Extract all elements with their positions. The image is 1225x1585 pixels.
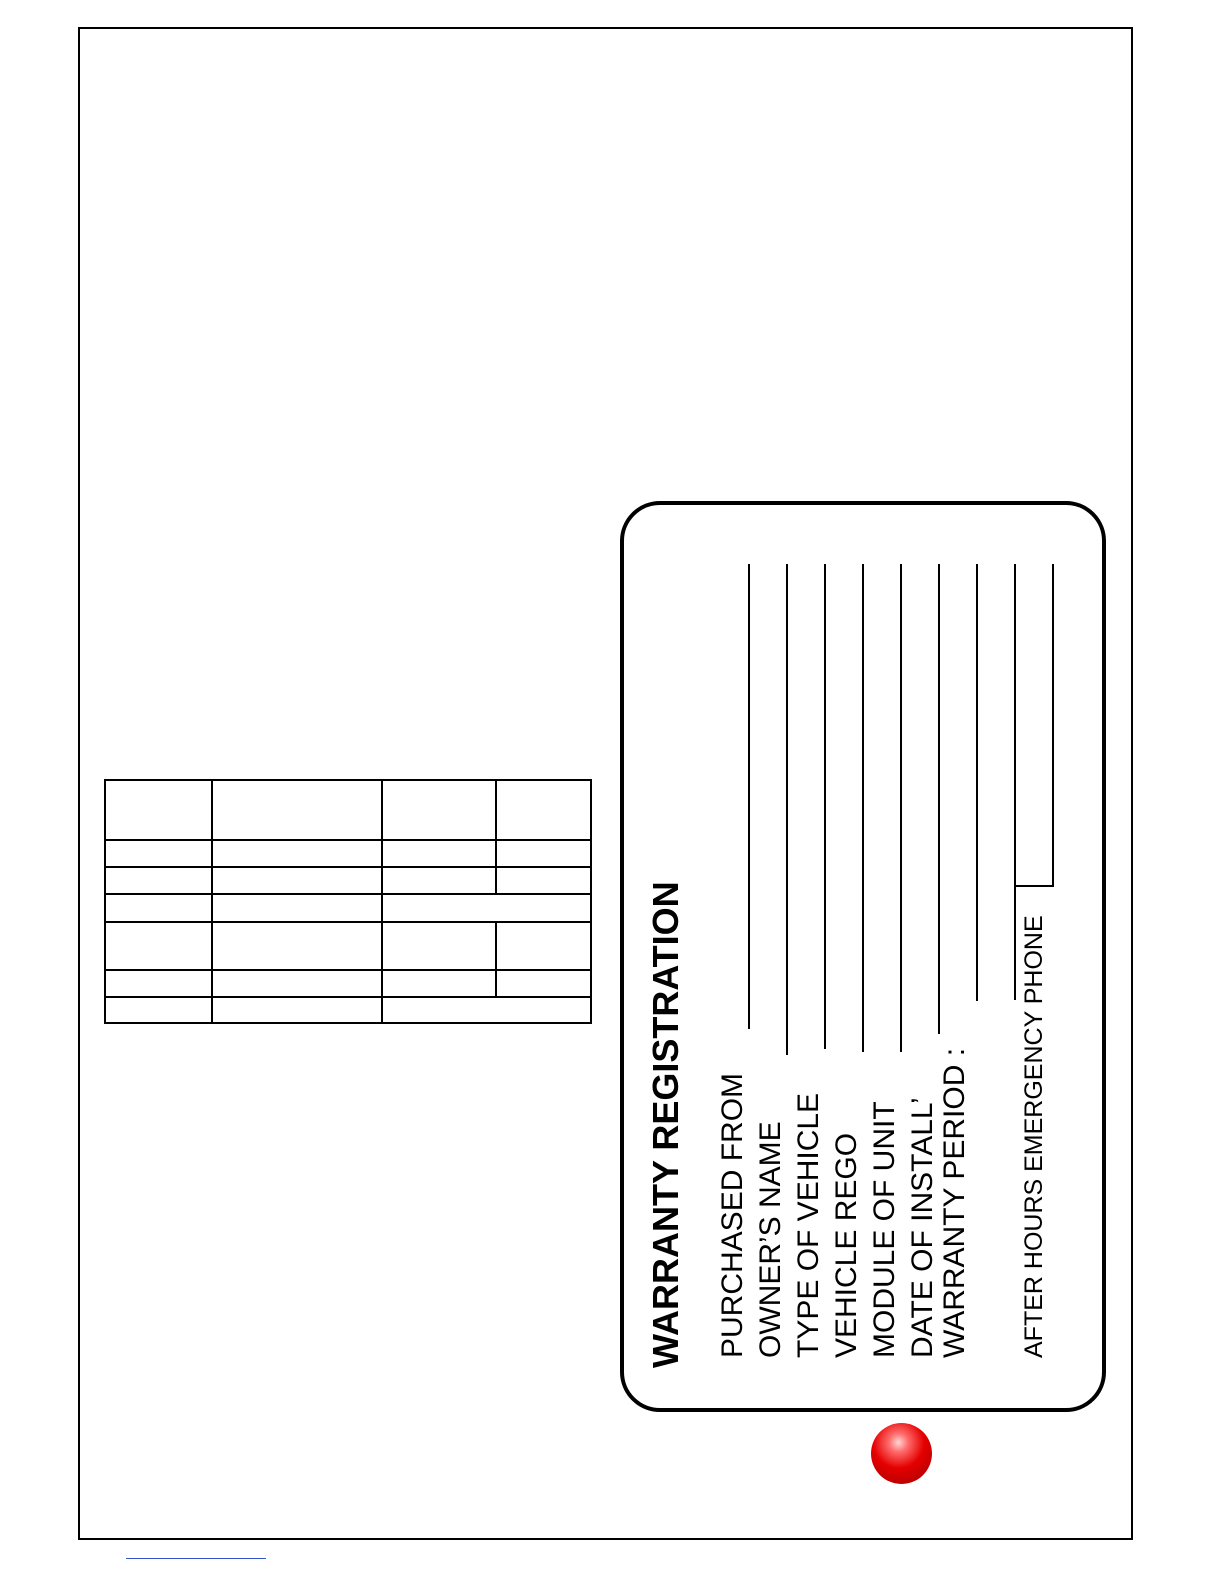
table-rule (106, 839, 590, 841)
table-rule (106, 921, 590, 923)
fill-line-purchased-from[interactable] (748, 564, 750, 1029)
table-rule (211, 781, 213, 1022)
fill-line-owners-name[interactable] (786, 564, 788, 1055)
table-rule (106, 996, 590, 998)
table-rule (381, 781, 383, 1022)
field-label-module-of-unit: MODULE OF UNIT (868, 1101, 901, 1358)
fill-line-warranty-period[interactable] (976, 564, 978, 1001)
fill-line-date-of-install[interactable] (938, 564, 940, 1034)
fill-line-emergency-phone-1[interactable] (1014, 564, 1016, 1000)
fill-line-vehicle-rego[interactable] (862, 564, 864, 1052)
fill-line-type-of-vehicle[interactable] (824, 564, 826, 1049)
field-label-purchased-from: PURCHASED FROM (716, 1072, 749, 1358)
link-underline (126, 1558, 266, 1559)
table-rule (106, 893, 590, 895)
red-dot-icon (871, 1423, 932, 1484)
card-title: WARRANTY REGISTRATION (645, 881, 686, 1368)
fill-line-module-of-unit[interactable] (900, 564, 902, 1052)
table-rule (106, 969, 590, 971)
empty-table (104, 779, 592, 1024)
field-label-type-of-vehicle: TYPE OF VEHICLE (792, 1092, 825, 1358)
field-label-vehicle-rego: VEHICLE REGO (830, 1132, 863, 1358)
emergency-phone-label: AFTER HOURS EMERGENCY PHONE (1020, 915, 1048, 1358)
table-rule (106, 866, 590, 868)
field-label-date-of-install: DATE OF INSTALL’ (906, 1097, 939, 1358)
warranty-card (620, 501, 1106, 1412)
field-label-owners-name: OWNER’S NAME (754, 1121, 787, 1358)
table-rule (495, 921, 497, 996)
table-rule (495, 781, 497, 893)
field-label-warranty-period: WARRANTY PERIOD : (938, 1047, 971, 1358)
fill-line-emergency-phone-connector (1014, 885, 1054, 887)
fill-line-emergency-phone-2[interactable] (1052, 564, 1054, 886)
